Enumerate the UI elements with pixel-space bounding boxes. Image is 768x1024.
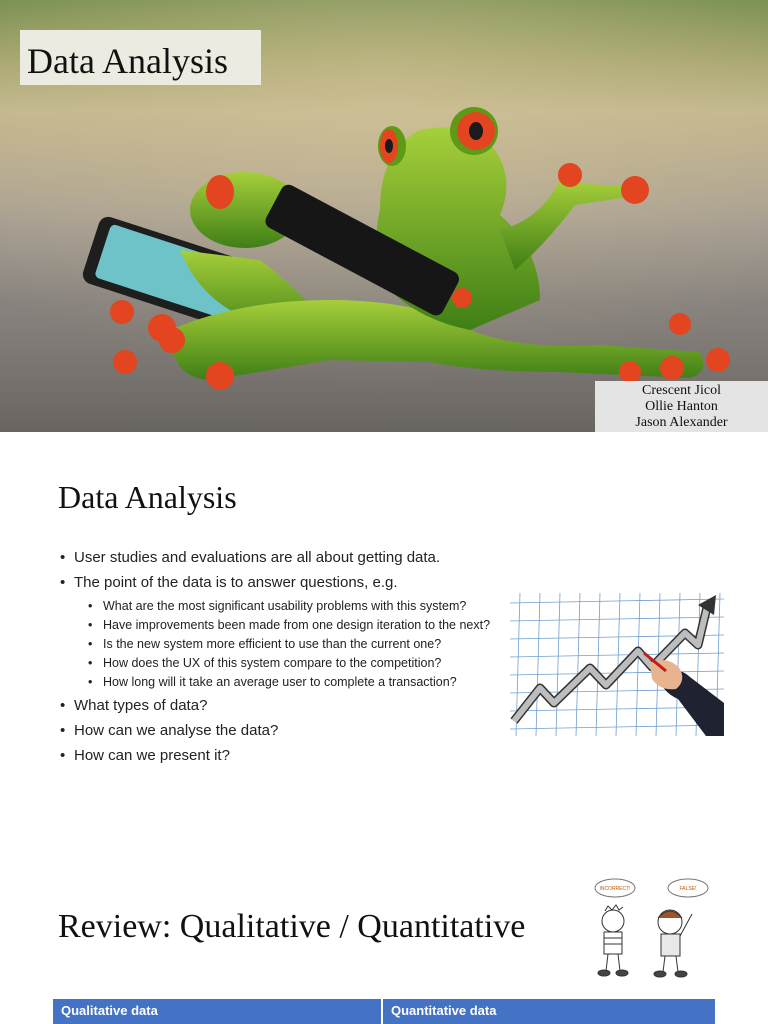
data-analysis-slide	[0, 433, 768, 865]
author-box	[595, 381, 768, 432]
author-name: Ollie Hanton	[645, 399, 718, 414]
author-name: Jason Alexander	[635, 415, 728, 430]
author-name: Crescent Jicol	[642, 383, 721, 398]
slide-title: Review: Qualitative / Quantitative	[58, 908, 526, 945]
sub-bullet-item: • Have improvements been made from one design iteration to the next?	[86, 617, 498, 633]
bullet-item	[58, 574, 498, 690]
comparison-table-header	[53, 999, 715, 1024]
bullet-item: • What types of data?	[58, 697, 498, 715]
bullet-item: • User studies and evaluations are all about getting data.	[58, 549, 498, 567]
bullet-item: • How can we present it?	[58, 747, 498, 765]
speech-bubble-text: FALSE!	[679, 886, 697, 892]
review-slide	[0, 866, 768, 1024]
bullet-item: • How can we analyse the data?	[58, 722, 498, 740]
table-header-cell: Qualitative data	[53, 999, 383, 1024]
sub-bullet-item: • How long will it take an average user to complete a transaction?	[86, 674, 498, 690]
slide-title: Data Analysis	[20, 30, 261, 85]
sub-bullet-item: • Is the new system more efficient to use than the current one?	[86, 636, 498, 652]
slide-title: Data Analysis	[58, 479, 237, 515]
sub-bullet-item: • What are the most significant usability problems with this system?	[86, 598, 498, 614]
rising-chart-illustration	[510, 593, 724, 736]
title-slide	[0, 0, 768, 432]
table-header-cell: Quantitative data	[383, 999, 715, 1024]
bullet-list	[58, 549, 498, 772]
sub-bullet-item: • How does the UX of this system compare to the competition?	[86, 655, 498, 671]
cartoon-illustration	[588, 876, 718, 988]
sub-bullet-list	[86, 598, 498, 690]
speech-bubble-text: INCORRECT!	[599, 886, 631, 892]
bullet-text: The point of the data is to answer questions, e.g.	[74, 574, 398, 591]
